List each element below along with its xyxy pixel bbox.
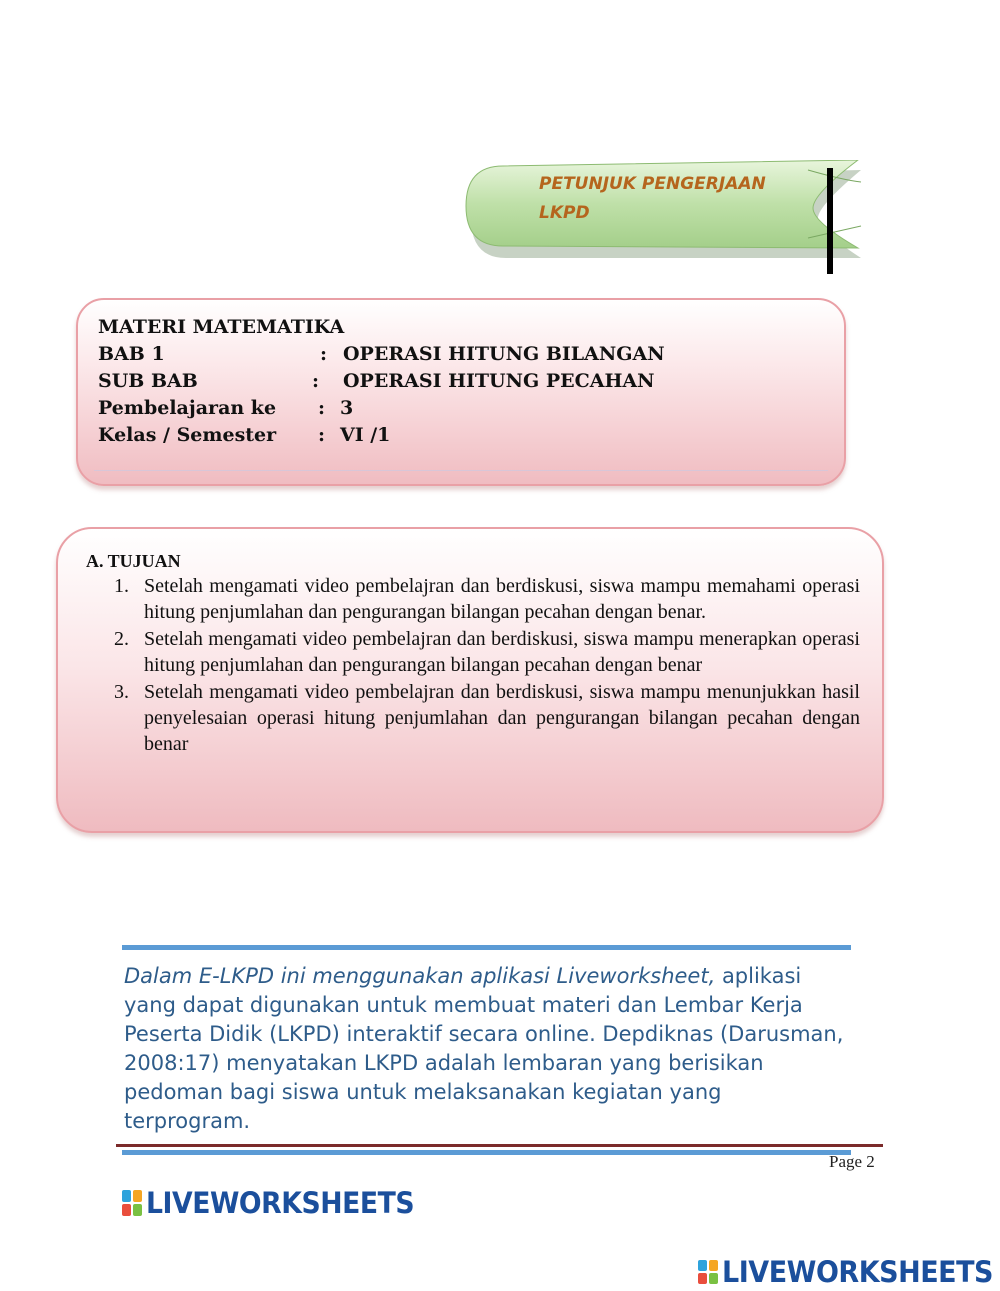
materi-colon: : xyxy=(318,397,326,419)
tujuan-item xyxy=(114,679,860,758)
footer-rule-blue xyxy=(122,1150,851,1155)
tujuan-list xyxy=(114,573,860,758)
tujuan-item-text: Setelah mengamati video pembelajran dan berdiskusi, siswa mampu menerapkan operasi hitung penjumlahan dan pengurangan bilangan pecahan dengan benar xyxy=(144,627,860,677)
tujuan-item-text: Setelah mengamati video pembelajran dan berdiskusi, siswa mampu menunjukkan hasil penyelesaian operasi hitung penjumlahan dan pengurangan bilangan pecahan dengan benar xyxy=(144,680,860,756)
logo-square-red xyxy=(122,1204,131,1216)
banner-line-1: PETUNJUK PENGERJAAN xyxy=(539,174,766,194)
instructions-banner xyxy=(463,160,863,260)
logo-square-blue xyxy=(122,1190,131,1202)
logo-square-green xyxy=(133,1204,142,1216)
banner-line-2: LKPD xyxy=(539,203,590,223)
tujuan-item xyxy=(114,573,860,626)
materi-colon: : xyxy=(312,370,320,392)
liveworksheets-logo xyxy=(122,1186,437,1220)
logo-square-green xyxy=(709,1273,718,1284)
materi-value: OPERASI HITUNG PECAHAN xyxy=(343,370,655,392)
footer-rule-dark xyxy=(116,1144,883,1147)
materi-divider xyxy=(94,470,828,471)
page-number: Page 2 xyxy=(829,1152,875,1171)
logo-text: LIVEWORKSHEETS xyxy=(722,1255,994,1289)
banner-title xyxy=(539,170,799,228)
logo-square-red xyxy=(698,1273,707,1284)
materi-value: OPERASI HITUNG BILANGAN xyxy=(343,343,665,365)
tujuan-item-number: 2. xyxy=(114,627,129,650)
logo-square-orange xyxy=(133,1190,142,1202)
materi-value: VI /1 xyxy=(340,424,391,446)
liveworksheets-watermark-logo[interactable] xyxy=(698,1255,1000,1289)
logo-square-orange xyxy=(709,1260,718,1271)
liveworksheets-logo-icon xyxy=(122,1190,142,1216)
tujuan-item-number: 3. xyxy=(114,680,129,703)
materi-key: SUB BAB xyxy=(98,370,198,392)
materi-key: BAB 1 xyxy=(98,343,165,365)
info-top-rule xyxy=(122,945,851,950)
tujuan-box xyxy=(56,527,884,833)
tujuan-title: A. TUJUAN xyxy=(86,551,181,571)
info-normal-text: aplikasi yang dapat digunakan untuk membuat materi dan Lembar Kerja Peserta Didik (LKPD) interaktif secara online. Depdiknas (Darusman, 2008:17) menyatakan LKPD adalah lembaran yang berisikan pedoman bagi siswa untuk melaksanakan kegiatan yang terprogram. xyxy=(124,964,844,1133)
materi-value: 3 xyxy=(340,397,354,419)
logo-text: LIVEWORKSHEETS xyxy=(146,1186,415,1220)
info-paragraph xyxy=(124,962,854,1136)
materi-title: MATERI MATEMATIKA xyxy=(98,316,345,338)
info-italic-text: Dalam E-LKPD ini menggunakan aplikasi Liveworksheet, xyxy=(124,964,716,988)
liveworksheets-logo-icon xyxy=(698,1260,718,1284)
materi-key: Pembelajaran ke xyxy=(98,397,277,419)
materi-colon: : xyxy=(320,343,328,365)
tujuan-item-number: 1. xyxy=(114,575,129,597)
materi-key: Kelas / Semester xyxy=(98,424,277,446)
materi-colon: : xyxy=(318,424,326,446)
logo-square-blue xyxy=(698,1260,707,1271)
materi-info-box xyxy=(76,298,846,486)
tujuan-item xyxy=(114,626,860,679)
tujuan-item-text: Setelah mengamati video pembelajran dan berdiskusi, siswa mampu memahami operasi hitung penjumlahan dan pengurangan bilangan pecahan dengan benar. xyxy=(144,575,860,624)
